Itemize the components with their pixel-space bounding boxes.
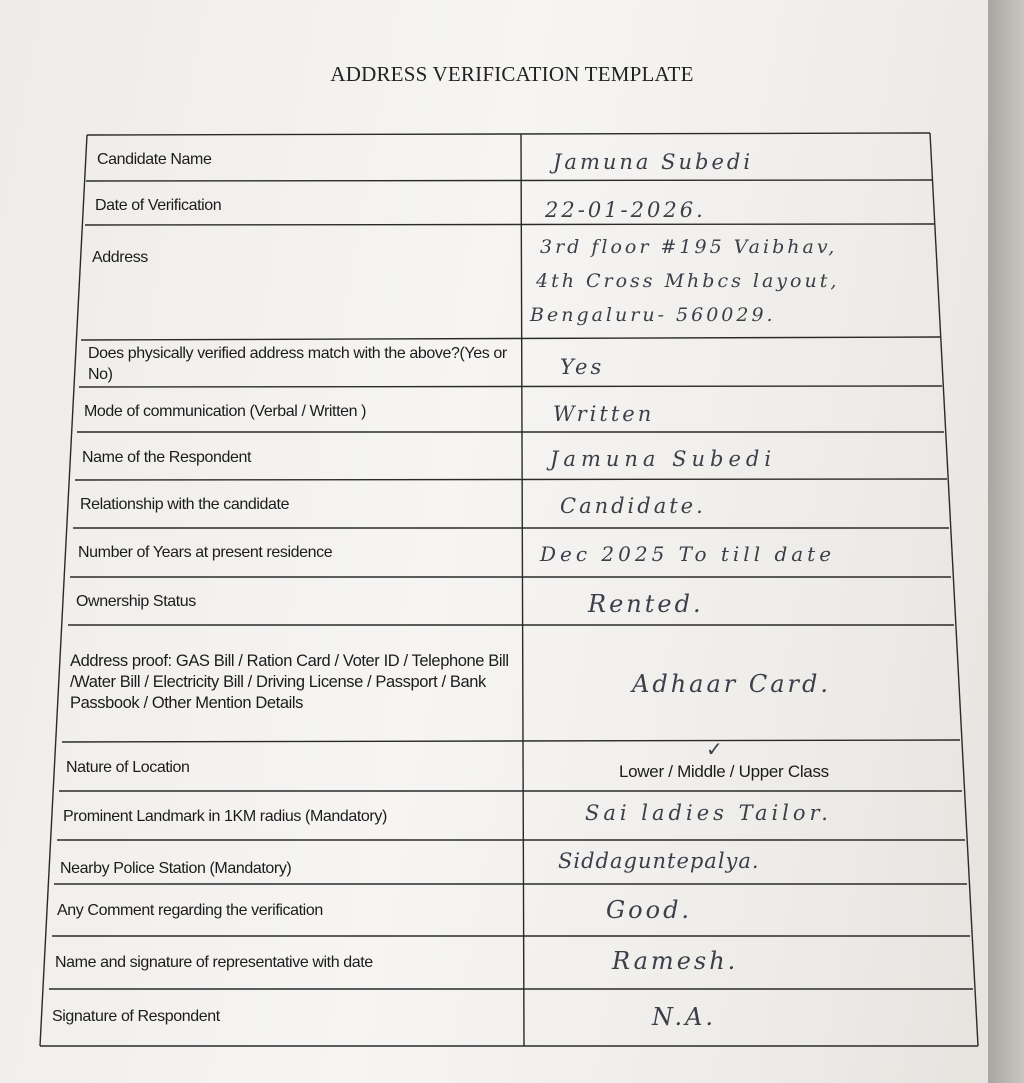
label-address-proof: Address proof: GAS Bill / Ration Card / Voter ID / Telephone Bill /Water Bill / Electricity Bill / Driving License / Passport / Bank Passbook / Other Mention Details: [70, 652, 509, 712]
value-nature-of-location: Lower / Middle / Upper Class: [619, 762, 829, 781]
value-date-of-verification: 22-01-2026.: [545, 198, 706, 222]
label-candidate-name: Candidate Name: [97, 151, 212, 168]
label-representative-signature: Name and signature of representative with date: [55, 954, 373, 971]
value-mode-of-communication: Written: [553, 402, 655, 426]
check-mark-middle: ✓: [706, 739, 723, 761]
value-any-comment: Good.: [606, 896, 693, 924]
label-respondent-name: Name of the Respondent: [82, 449, 252, 466]
value-nearby-police-station: Siddaguntepalya.: [558, 849, 760, 873]
value-prominent-landmark: Sai ladies Tailor.: [585, 801, 832, 825]
label-nature-of-location: Nature of Location: [66, 759, 190, 776]
document-title: ADDRESS VERIFICATION TEMPLATE: [330, 62, 694, 86]
value-address-line-1: 3rd floor #195 Vaibhav,: [540, 236, 838, 258]
label-ownership-status: Ownership Status: [76, 593, 196, 610]
value-respondent-signature: N.A.: [652, 1003, 717, 1031]
label-any-comment: Any Comment regarding the verification: [57, 902, 323, 919]
value-representative-signature: Ramesh.: [612, 947, 739, 975]
label-address-match: Does physically verified address match with the above?(Yes or No): [88, 345, 507, 383]
value-candidate-name: Jamuna Subedi: [553, 150, 754, 174]
label-date-of-verification: Date of Verification: [95, 197, 222, 214]
value-years-at-residence: Dec 2025 To till date: [540, 542, 836, 566]
label-mode-of-communication: Mode of communication (Verbal / Written ): [84, 403, 367, 420]
label-address: Address: [92, 249, 148, 266]
value-address-line-3: Bengaluru- 560029.: [530, 304, 776, 326]
label-relationship: Relationship with the candidate: [80, 496, 290, 513]
label-prominent-landmark: Prominent Landmark in 1KM radius (Mandatory): [63, 808, 387, 825]
value-relationship: Candidate.: [560, 494, 706, 518]
value-address-line-2: 4th Cross Mhbcs layout,: [536, 270, 840, 292]
value-address-proof: Adhaar Card.: [632, 670, 832, 698]
label-nearby-police-station: Nearby Police Station (Mandatory): [60, 860, 292, 877]
label-years-at-residence: Number of Years at present residence: [78, 544, 333, 561]
value-respondent-name: Jamuna Subedi: [550, 447, 777, 471]
label-respondent-signature: Signature of Respondent: [52, 1008, 220, 1025]
value-address-match: Yes: [560, 355, 605, 379]
value-ownership-status: Rented.: [588, 590, 704, 618]
